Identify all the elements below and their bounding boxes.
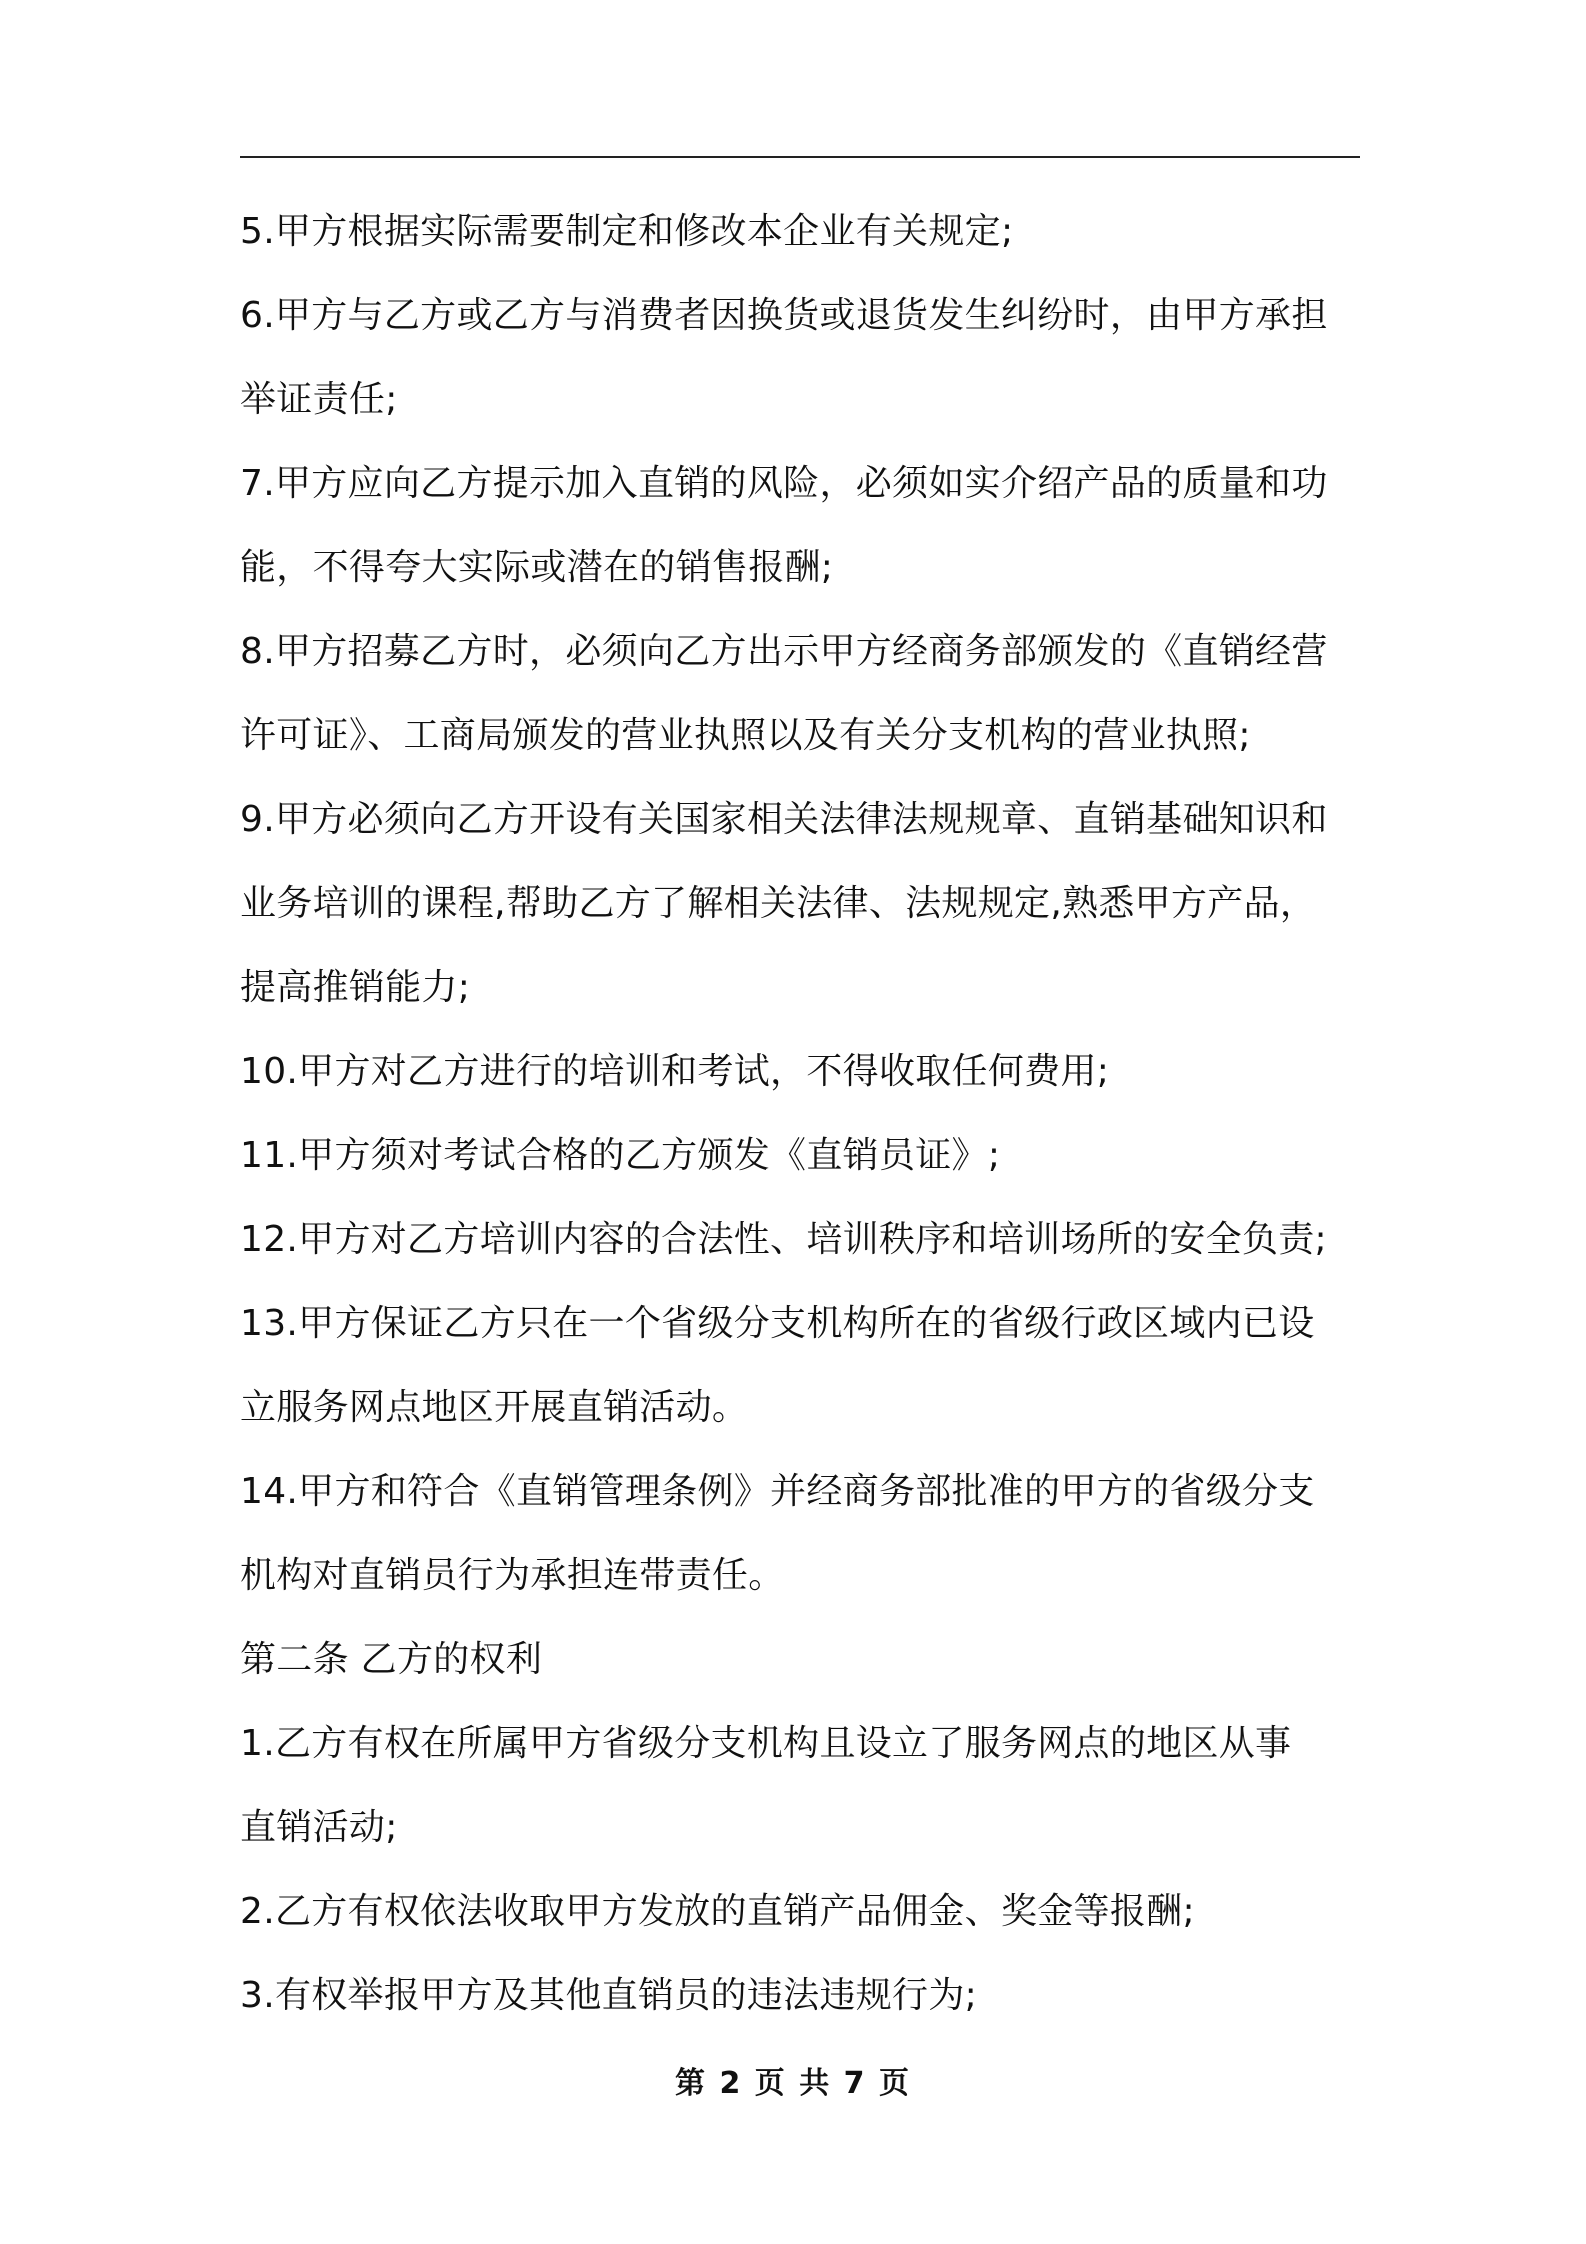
text-line: 直销活动; bbox=[240, 1807, 398, 1848]
text-line: 许可证》、工商局颁发的营业执照以及有关分支机构的营业执照; bbox=[240, 715, 1251, 756]
section-heading: 第二条 乙方的权利 bbox=[240, 1639, 543, 1680]
text-line: 机构对直销员行为承担连带责任。 bbox=[240, 1555, 785, 1596]
text-line: 12.甲方对乙方培训内容的合法性、培训秩序和培训场所的安全负责; bbox=[240, 1219, 1327, 1260]
text-line: 9.甲方必须向乙方开设有关国家相关法律法规规章、直销基础知识和 bbox=[240, 799, 1328, 840]
text-line: 5.甲方根据实际需要制定和修改本企业有关规定; bbox=[240, 211, 1014, 252]
text-line: 能，不得夸大实际或潜在的销售报酬; bbox=[240, 547, 834, 588]
text-line: 14.甲方和符合《直销管理条例》并经商务部批准的甲方的省级分支 bbox=[240, 1471, 1315, 1512]
text-line: 2.乙方有权依法收取甲方发放的直销产品佣金、奖金等报酬; bbox=[240, 1891, 1195, 1932]
text-line: 10.甲方对乙方进行的培训和考试，不得收取任何费用; bbox=[240, 1051, 1110, 1092]
text-line: 11.甲方须对考试合格的乙方颁发《直销员证》; bbox=[240, 1135, 1001, 1176]
text-line: 业务培训的课程,帮助乙方了解相关法律、法规规定,熟悉甲方产品， bbox=[240, 883, 1317, 924]
text-line: 立服务网点地区开展直销活动。 bbox=[240, 1387, 749, 1428]
text-line: 8.甲方招募乙方时，必须向乙方出示甲方经商务部颁发的《直销经营 bbox=[240, 631, 1328, 672]
text-line: 13.甲方保证乙方只在一个省级分支机构所在的省级行政区域内已设 bbox=[240, 1303, 1315, 1344]
page-number: 第 2 页 共 7 页 bbox=[675, 2066, 911, 2101]
header-rule bbox=[240, 156, 1360, 158]
document-body bbox=[240, 190, 1365, 2038]
text-line: 3.有权举报甲方及其他直销员的违法违规行为; bbox=[240, 1975, 978, 2016]
text-line: 7.甲方应向乙方提示加入直销的风险，必须如实介绍产品的质量和功 bbox=[240, 463, 1328, 504]
text-line: 提高推销能力; bbox=[240, 967, 471, 1008]
text-line: 1.乙方有权在所属甲方省级分支机构且设立了服务网点的地区从事 bbox=[240, 1723, 1292, 1764]
text-line: 举证责任; bbox=[240, 379, 398, 420]
text-line: 6.甲方与乙方或乙方与消费者因换货或退货发生纠纷时，由甲方承担 bbox=[240, 295, 1328, 336]
